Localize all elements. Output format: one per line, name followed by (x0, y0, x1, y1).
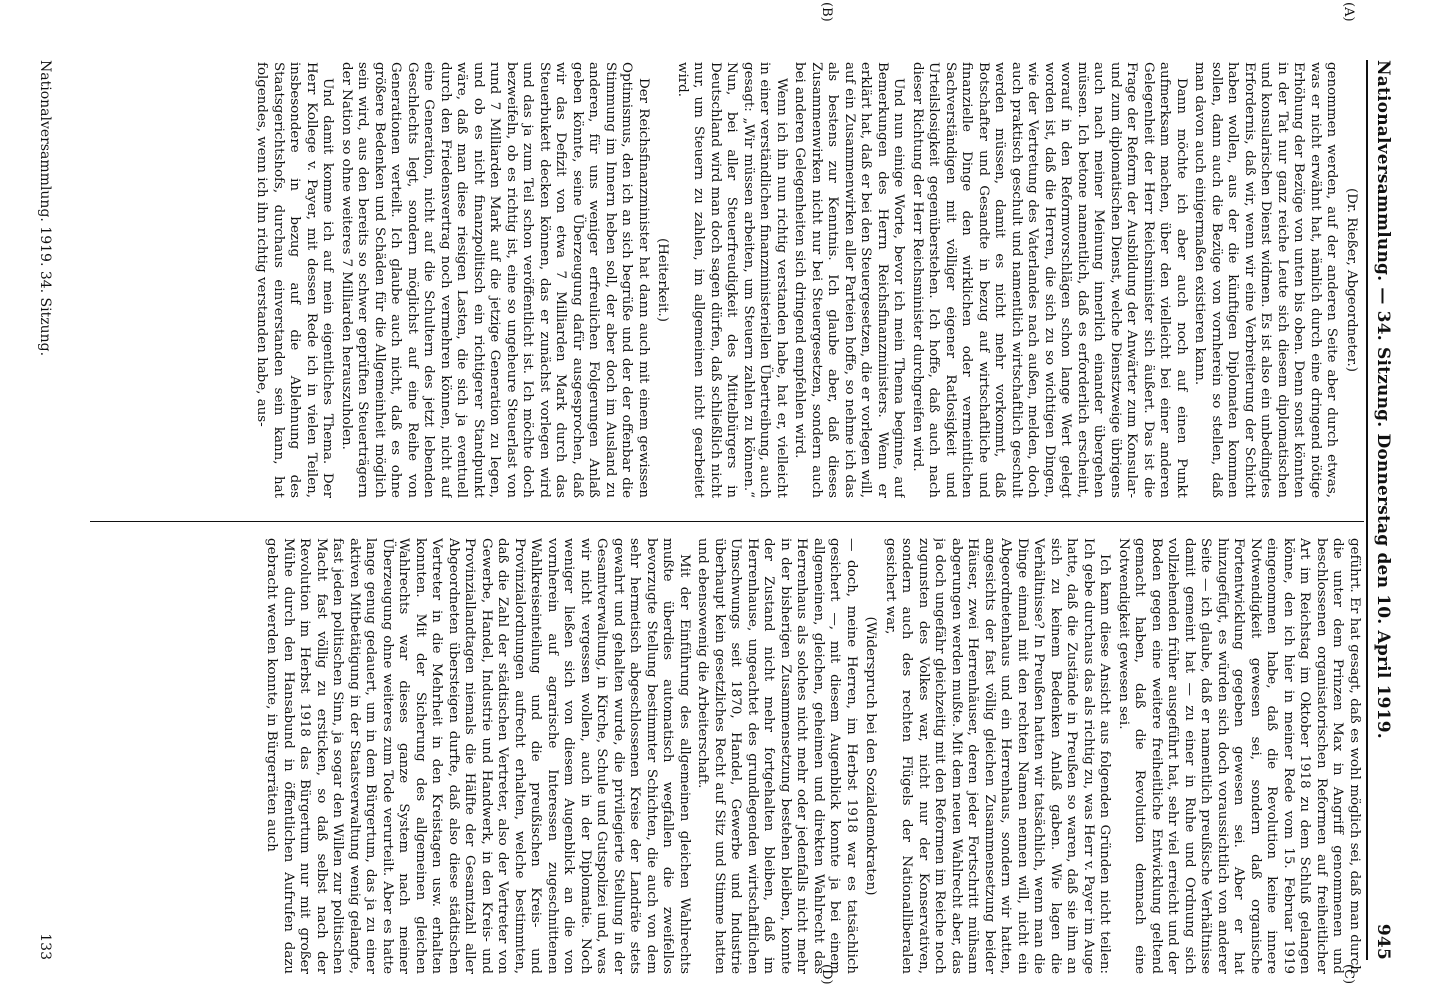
paragraph: Dann möchte ich aber auch noch auf einen Punkt aufmerksam machen, über den vielleicht bei einer anderen Gelegenheit der Herr Reichsminister sich äußert. Das ist die Frage der Reform der Ausbildung der Anwärter zum Konsular- und zum diplomatischen Dienst, welche Dienstzweige übrigens auch nach meiner Meinung innerlich einander übergehen müssen. Ich betone namentlich, daß es erforderlich erscheint, worauf in den Reformvorschlägen schon lange Wert gelegt worden ist, daß die Herren, die sich zu so wichtigen Dingen, wie der Vertretung des Vaterlandes nach außen, melden, doch auch praktisch geschult und namentlich wirtschaftlich geschult werden müssen, damit es nicht mehr vorkommt, daß Botschafter und Gesandte in bezug auf wirtschaftliche und finanzielle Dinge den wirklichen oder vermeintlichen Sachverständigen mit völliger eigener Ratlosigkeit und Urteilslosigkeit gegenüberstehen. Ich hoffe, daß auch nach dieser Richtung der Herr Reichsminister durchgreifen wird. (910, 62, 1189, 498)
margin-mark-b: (B) (819, 2, 834, 22)
text-columns (90, 40, 1362, 974)
speaker-label: (Dr. Rießer, Abgeordneter.) (1344, 187, 1359, 373)
paragraph: Und damit komme ich auf mein eigentliches Thema. Der Herr Kollege v. Payer, mit dessen Rede ich in vielen Teilen, insbesondere in bezug auf die Ablehnung des Staatsgerichtshofs, durchaus einverstanden sein kann, hat folgendes, wenn ich ihn richtig verstanden habe, aus- (254, 62, 336, 498)
paragraph: Der Reichsfinanzminister hat dann auch mit einem gewissen Optimismus, den ich an sich begrüße und der der offenbar die Stimmung im Innern heben soll, der aber doch im Ausland zu anderen, für uns weniger erfreulichen Folgerungen Anlaß geben könnte, seine Überzeugung dafür ausgesprochen, daß wir das Defizit von etwa 7 Milliarden Mark durch das Steuerbukett decken können, das er zunächst vorlegen wird und das ja zum Teil schon veröffentlicht ist. Ich möchte doch bezweifeln, ob es richtig ist, eine so ungeheure Steuerlast von rund 7 Milliarden Mark auf die jetzige Generation zu legen, und ob es nicht finanzpolitisch ein richtigerer Standpunkt wäre, daß man diese riesigen Lasten, die sich ja eventuell durch den Friedensvertrag noch vermehren können, nicht auf eine Generation, nicht auf die Schultern des jetzt lebenden Geschlechts legt, sondern möglichst auf eine Reihe von Generationen verteilt. Ich glaube auch nicht, daß es ohne größere Bedenken und Schäden für die Allgemeinheit möglich sein wird, aus den bereits so schwer geprüften Steuerträgern der Nation so ohne weiteres 7 Milliarden herauszuholen. (339, 62, 651, 498)
margin-mark-c: (C) (1341, 964, 1356, 985)
page-number: 945 (1373, 923, 1393, 960)
paragraph: — doch, meine Herren, im Herbst 1918 war es tatsächlich gesichert —, mit diesem Augenblick konnte ja bei einem allgemeinen, gleichen, geheimen und direkten Wahlrecht das Herrenhaus als solches nicht mehr oder jedenfalls nicht mehr in der bisherigen Zusammensetzung bestehen bleiben, konnte der Zustand nicht mehr fortgehalten bleiben, daß im Herrenhause, ungeachtet des grundlegenden wirtschaftlichen Umschwungs seit 1870, Handel, Gewerbe und Industrie überhaupt kein gesetzliches Recht auf Sitz und Stimme hatten und ebensowenig die Arbeiterschaft. (695, 538, 859, 974)
margin-mark-d: (D) (819, 964, 834, 985)
page-footer (30, 60, 60, 960)
paragraph: Wenn ich ihn nun richtig verstanden habe, hat er, vielleicht in einer verständlichen finanzministeriellen Übertreibung, auch gesagt: „Wir müssen arbeiten, um Steuern zahlen zu können.“ Nun, bei aller Steuerfreudigkeit des Mittelbürgers in Deutschland wird man doch sagen dürfen, daß schließlich nicht nur, um Steuern zu zahlen, im allgemeinen nicht gearbeitet wird. (675, 62, 789, 498)
column-divider (90, 521, 1364, 522)
paragraph: geführt. Er hat gesagt, daß es wohl möglich sei, daß man durch die unter dem Prinzen Max in Angriff genommenen und beschlossenen organisatorischen Reformen auf freiheitlicher Art im Reichstag im Oktober 1918 zu dem Schluß gelangen könne, den ich hier in meiner Rede vom 15. Februar 1919 eingenommen habe, daß die Revolution keine innere Notwendigkeit gewesen sei, sondern daß organische Fortentwicklung gegeben gewesen sei. Aber er hat hinzugefügt, es würden sich doch voraussichtlich von anderer Seite — ich glaube, daß er namentlich preußische Verhältnisse damit gemeint hat — zu einer in Ruhe und Ordnung sich vollziehenden früher ausgeführt hat, sehr viel erreicht und der Boden gegen eine weitere freiheitliche Entwicklung geltend gemacht haben, daß die Revolution demnach eine Notwendigkeit gewesen sei. (1116, 538, 1362, 974)
margin-mark-a: (A) (1341, 2, 1356, 22)
interjection: (Widerspruch bei den Sozialdemokraten) (863, 616, 879, 896)
paragraph: genommen werden, auf der anderen Seite aber durch etwas, was er nicht erwähnt hat, nämlich durch eine dringend nötige Erhöhung der Bezüge von unten bis oben. Denn sonst könnten in der Tat nur ganz reiche Leute sich diesem diplomatischen und konsularischen Dienst widmen. Es ist also ein unbedingtes Erfordernis, daß wir, wenn wir eine Verbreiterung der Schicht haben wollen, aus der die künftigen Diplomaten kommen sollen, dann auch die Bezüge von vornherein so stellen, daß man davon auch einigermaßen existieren kann. (1192, 62, 1340, 498)
paragraph: Mit der Einführung des allgemeinen gleichen Wahlrechts mußte überdies automatisch wegfallen die zweifellos bevorzugte Stellung bestimmter Schichten, die auch von dem sehr hermetisch abgeschlossenen Kreise der Landräte stets gewahrt und gehalten wurde, die privilegierte Stellung in der Gesamtverwaltung, in Kirche, Schule und Gutspolizei und, was wir nicht vergessen wollen, auch in der Diplomatie. Noch weniger ließen sich von diesem Augenblick an die von vornherein auf agrarische Interessen zugeschnittenen Wahlkreiseinteilung und die preußischen Kreis- und Provinzialordnungen aufrecht erhalten, welche bestimmten, daß die Zahl der städtischen Vertreter, also der Vertreter von Gewerbe, Handel, Industrie und Handwerk, in den Kreis- und Provinziallandtagen niemals die Hälfte der Gesamtzahl aller Abgeordneten übersteigen durfte, daß also diese städtischen Vertreter in die Mehrheit in den Kreistagen usw. erhalten konnten. Mit der Sicherung des allgemeinen gleichen Wahlrechts war dieses ganze System nach meiner Überzeugung ohne weiteres zum Tode verurteilt. Aber es hatte lange genug gedauert, um in dem Bürgertum, das ja zu einer aktiven Mitbetätigung in der Staatsverwaltung wenig gelangte, fast jeden politischen Sinn, ja sogar den Willen zur politischen Macht fast völlig zu ersticken, so daß selbst nach der Revolution im Herbst 1918 das Bürgertum nur mit großer Mühe durch den Hansabund in öffentlichen Aufrufen dazu gebracht werden konnte, in Bürgerräten auch (264, 538, 692, 974)
paragraph: Ich kann diese Ansicht aus folgenden Gründen nicht teilen: Ich gebe durchaus das als richtig zu, was Herr v. Payer im Auge hatte, daß die Zustände in Preußen so waren, daß sie ihm an sich zu keinem Bedenken Anlaß gaben. Wie lagen die Verhältnisse? In Preußen hatten wir tatsächlich, wenn man die Dinge einmal mit den rechten Namen nennen will, nicht ein Abgeordnetenhaus und ein Herrenhaus, sondern wir hatten, angesichts der fast völlig gleichen Zusammensetzung beider Häuser, zwei Herrenhäuser, deren jeder Fortschritt mühsam abgerungen werden mußte. Mit dem neuen Wahlrecht aber, das ja doch ungefähr gleichzeitig mit den Reformen im Reiche noch zugunsten des Volkes war, nicht nur der Konservativen, sondern auch des rechten Flügels der Nationalliberalen gesichert war, (883, 538, 1113, 974)
paragraph: Und nun einige Worte, bevor ich mein Thema beginne, auf Bemerkungen des Herrn Reichsfinanzministers. Wenn er erklärt hat, daß er bei den Steuergesetzen, die er vorlegen will, auf ein Zusammenwirken aller Parteien hoffe, so nehme ich das als bestens zur Kenntnis. Ich glaube aber, daß dieses Zusammenwirken nicht nur bei Steuergesetzen, sondern auch bei anderen Gelegenheiten sich dringend empfehlen wird. (792, 62, 907, 498)
page-header (1366, 60, 1398, 960)
footer-sheet-number: 133 (37, 933, 53, 960)
footer-session-label: Nationalversammlung. 1919. 34. Sitzung. (37, 60, 53, 357)
interjection: (Heiterkeit.) (655, 238, 671, 322)
right-column (90, 538, 1362, 974)
left-column (90, 62, 1362, 498)
page-title: Nationalversammlung. — 34. Sitzung. Donnerstag den 10. April 1919. (1373, 60, 1393, 739)
